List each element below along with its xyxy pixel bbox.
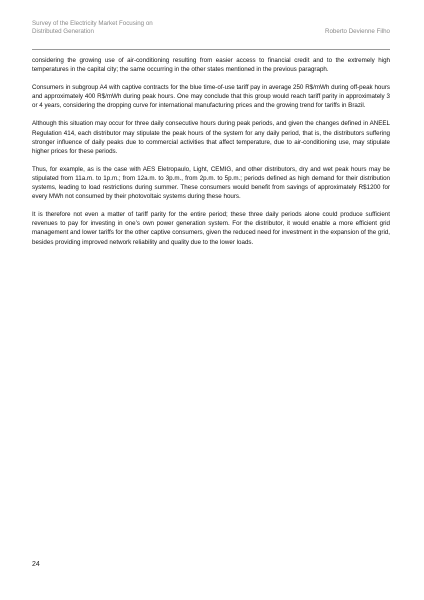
document-title-header <box>32 20 182 36</box>
header-divider <box>32 49 390 50</box>
body-paragraph-1: considering the growing use of air-conditioning resulting from easier access to financial credit and to the extremely high temperatures in the capital city; the same occurring in the other states mentioned in the previous paragraph. <box>32 57 390 74</box>
header-title-line-1: Survey of the Electricity Market Focusing on <box>32 20 153 27</box>
body-paragraph-3: Although this situation may occur for three daily consecutive hours during peak periods, and given the changes defined in ANEEL Regulation 414, each distributor may stipulate the peak hours of the system for any daily period, that is, the distributors suffering stronger influence of daily peaks due to commercial activities that affect temperature, due to air-conditioning use, may stipulate higher prices for these periods. <box>32 120 390 155</box>
author-name: Roberto Devienne Filho <box>324 28 390 35</box>
page-body <box>32 56 390 247</box>
page-header <box>32 20 390 50</box>
body-paragraph-4: Thus, for example, as is the case with AES Eletropaulo, Light, CEMIG, and other distributors, dry and wet peak hours may be stipulated from 11a.m. to 1p.m.; from 12a.m. to 3p.m., from 2p.m. to 5p.m.; periods defined as high demand for their distribution systems, leading to load restrictions during summer. These consumers would benefit from savings of approximately R$1200 for every MWh not consumed by their photovoltaic systems during these hours. <box>32 165 390 201</box>
header-title-line-2: Distributed Generation <box>32 28 94 35</box>
body-paragraph-5: It is therefore not even a matter of tariff parity for the entire period; these three daily periods alone could produce sufficient revenues to pay for investing in one’s own power generation system. For the distributor, it would enable a more efficient grid management and lower tariffs for the other captive consumers, given the reduced need for investment in the expansion of the grid, besides providing improved network reliability and quality due to the lower loads. <box>32 211 391 246</box>
page-number: 24 <box>32 561 40 568</box>
body-paragraph-2: Consumers in subgroup A4 with captive contracts for the blue time-of-use tariff pay in average 250 R$/mWh during off-peak hours and approximately 400 R$/mWh during peak hours. One may conclude that this group would reach tariff parity in approximately 3 or 4 years, considering the dropping curve for international manufacturing prices and the growing trend for tariffs in Brazil. <box>32 84 390 110</box>
